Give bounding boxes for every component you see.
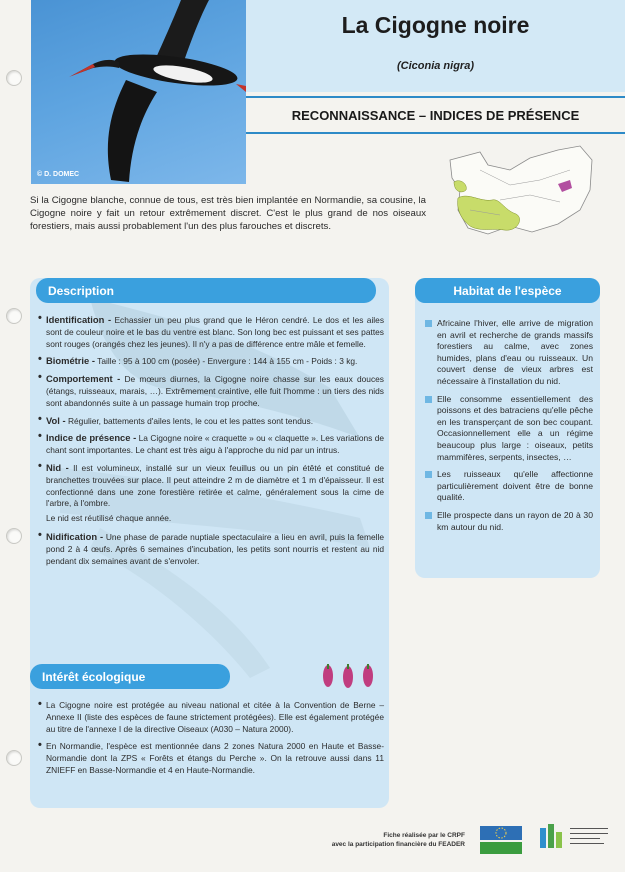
description-entry: • Vol - Régulier, battements d'ailes lents, le cou et les pattes sont tendus. (38, 415, 384, 428)
description-entry: • Identification - Echassier un peu plus grand que le Héron cendré. Le dos et les ailes sont de couleur noire et le bas du ventre est blanc. Son long bec est puissant et ses pattes sont rouges (orangés chez les jeunes). Il n'y a pas de différence entre mâle et femelle. (38, 314, 384, 350)
ministry-logo (570, 826, 610, 850)
section-subtitle: RECONNAISSANCE – INDICES DE PRÉSENCE (291, 108, 580, 123)
habitat-list (425, 318, 593, 539)
description-list (38, 314, 384, 572)
heather-flower-icon (318, 662, 378, 692)
ecological-entry: • La Cigogne noire est protégée au niveau national et citée à la Convention de Berne – Annexe II (liste des espèces de faune strictement protégées). Elle est également protégée au titre de l'annexe I de la directive Oiseaux (A030 – Natura 2000). (38, 700, 384, 735)
ecological-heading: Intérêt écologique (30, 664, 230, 689)
habitat-heading: Habitat de l'espèce (415, 278, 600, 303)
habitat-item: Elle prospecte dans un rayon de 20 à 30 km autour du nid. (425, 510, 593, 533)
footer-line-2: avec la participation financière du FEADER (331, 840, 465, 848)
description-panel (30, 278, 389, 808)
habitat-item: Africaine l'hiver, elle arrive de migration en avril et recherche de grands massifs forestiers au calme, avec zones humides, plans d'eau ou ruisseaux. Un couvert dense de vieux arbres est nécessaire à l'installation du nid. (425, 318, 593, 388)
ecological-list (38, 700, 384, 783)
flying-stork-illustration (31, 0, 246, 184)
habitat-item: Elle consomme essentiellement des poissons et des batraciens qu'elle pêche en les transperçant de son bec coupant. Occasionnellement elle a un régime beaucoup plus large : oiseaux, petits mammifères, serpents, insectes, … (425, 394, 593, 464)
habitat-panel (415, 278, 600, 578)
europe-logo (478, 822, 524, 860)
normandy-distribution-map (440, 140, 600, 240)
nest-note: Le nid est réutilisé chaque année. (46, 513, 172, 524)
page-title: La Cigogne noire (341, 12, 530, 38)
stork-photo (31, 0, 246, 184)
footer-credits (310, 832, 465, 849)
description-entry: • Nid - Il est volumineux, installé sur un vieux feuillus ou un pin étêté et constitué de branchettes trouvées sur place. Il peut atteindre 2 m de diamètre et 1 m d'épaisseur. Il est confectionné dans une zone forestière retirée et calme, généralement sous la cime de l'arbre, à l'ombre. (38, 462, 384, 510)
description-heading: Description (36, 278, 376, 303)
binder-hole (6, 750, 22, 766)
heather-icons (318, 662, 378, 697)
binder-hole (6, 70, 22, 86)
divider-top (246, 96, 625, 98)
footer-line-1: Fiche réalisée par le CRPF (383, 832, 465, 839)
description-entry: • Comportement - De mœurs diurnes, la Cigogne noire chasse sur les eaux douces (étangs, ruisseaux, marais, …). Extrêmement craintive, elle fuit l'homme : un tiers des nids sont abandonnés suite à un passage humain trop proche. (38, 373, 384, 409)
description-entry: • Indice de présence - La Cigogne noire « craquette » ou « claquette ». Les variations de chant sont importantes. Le chant est très aigu à l'approche du nid par un intrus. (38, 432, 384, 457)
photo-credit: © D. DOMEC (37, 171, 80, 178)
intro-paragraph: Si la Cigogne blanche, connue de tous, est très bien implantée en Normandie, sa cousine, la Cigogne noire y fait un retour extrêmement discret. C'est le plus grand de nos oiseaux forestiers, mais aussi probablement l'un des plus farouches et discrets. (30, 195, 426, 232)
binder-hole (6, 308, 22, 324)
ecological-entry: • En Normandie, l'espèce est mentionnée dans 2 zones Natura 2000 en Haute et Basse-Normandie dont la ZPS « Forêts et étangs du Perche ». On la retrouve aussi dans 11 ZNIEFF en Basse-Normandie et 4 en Haute-Normandie. (38, 741, 384, 776)
latin-name: (Ciconia nigra) (396, 60, 474, 72)
divider-bottom (246, 132, 625, 134)
description-entry: • Biométrie - Taille : 95 à 100 cm (posée) - Envergure : 144 à 155 cm - Poids : 3 kg. (38, 355, 384, 368)
habitat-item: Les ruisseaux qu'elle affectionne particulièrement doivent être de bonne qualité. (425, 469, 593, 504)
description-entry: • Nidification - Une phase de parade nuptiale spectaculaire a lieu en avril, puis la femelle pond 2 à 4 œufs. Après 6 semaines d'incubation, les petits sont nourris et restent au nid pendant dix semaines avant de s'envoler. (38, 531, 384, 567)
binder-hole (6, 528, 22, 544)
region-logo (536, 822, 566, 854)
